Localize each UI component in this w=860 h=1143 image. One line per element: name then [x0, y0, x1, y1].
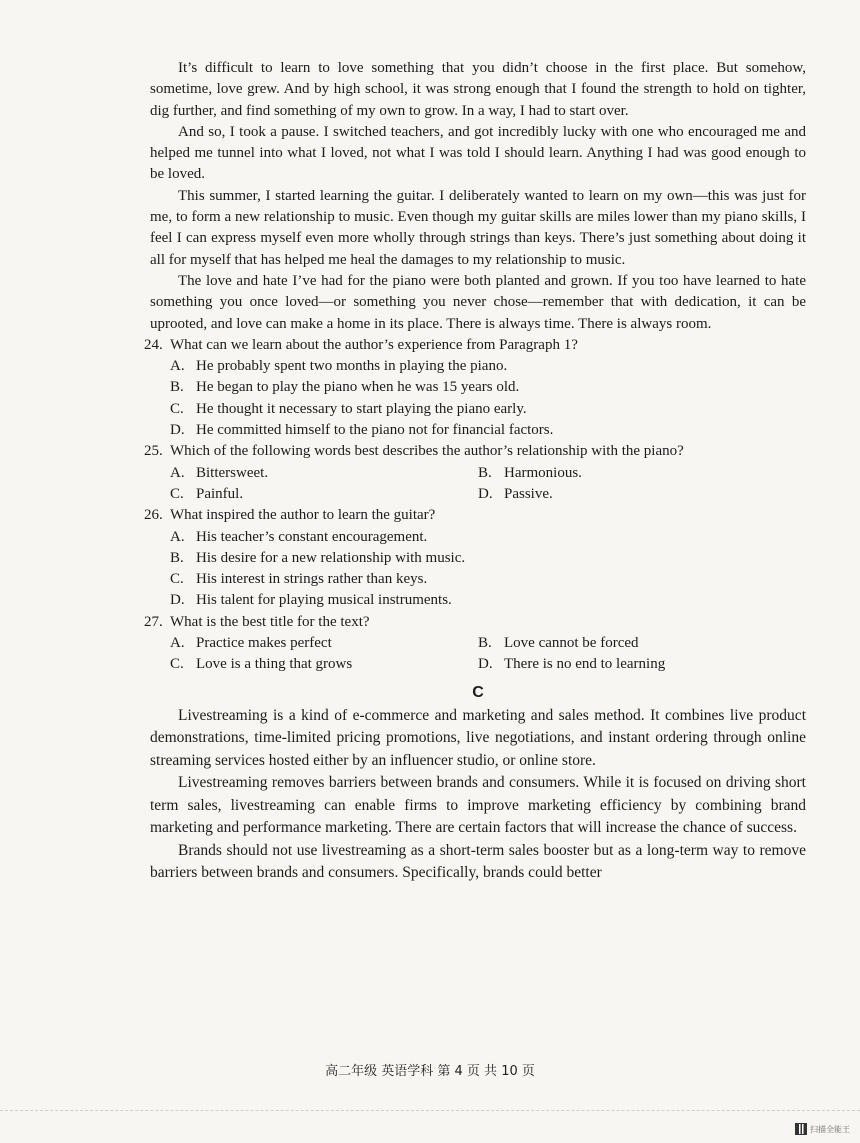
option-letter: D.	[170, 592, 185, 609]
option-letter: B.	[478, 464, 492, 481]
option-27-d[interactable]	[478, 654, 665, 675]
option-26-c[interactable]	[170, 569, 806, 590]
question-number: 27.	[144, 613, 163, 630]
option-26-a[interactable]	[170, 527, 806, 548]
option-letter: B.	[170, 379, 184, 396]
footer-divider	[0, 1110, 860, 1111]
option-24-a[interactable]	[170, 356, 806, 377]
passage-c-paragraph-3: Brands should not use livestreaming as a short-term sales booster but as a long-term way to remove barriers between brands and consumers. Specifically, brands could better	[150, 841, 806, 882]
passage-b-paragraph-2: And so, I took a pause. I switched teachers, and got incredibly lucky with one who encouraged me and helped me tunnel into what I loved, not what I was told I should learn. Anything I had was good enough to be loved.	[150, 123, 806, 183]
option-text: He committed himself to the piano not for financial factors.	[196, 422, 554, 439]
option-text: He began to play the piano when he was 15 years old.	[196, 379, 520, 396]
passage-c-paragraph-2: Livestreaming removes barriers between brands and consumers. While it is focused on driving short term sales, livestreaming can enable firms to improve marketing efficiency by combining brand marketing and performance marketing. There are certain factors that will increase the chance of success.	[150, 774, 806, 837]
option-26-d[interactable]	[170, 590, 806, 611]
option-text: His talent for playing musical instruments.	[196, 592, 452, 609]
option-text: Painful.	[196, 485, 244, 502]
option-text: His teacher’s constant encouragement.	[196, 528, 428, 545]
option-24-d[interactable]	[170, 420, 806, 441]
option-26-b[interactable]	[170, 548, 806, 569]
question-stem: What inspired the author to learn the guitar?	[170, 507, 436, 524]
option-text: Love is a thing that grows	[196, 656, 353, 673]
question-stem: What is the best title for the text?	[170, 613, 370, 630]
option-letter: D.	[478, 656, 493, 673]
option-row-25-ab	[170, 463, 806, 484]
option-text: His desire for a new relationship with music.	[196, 549, 466, 566]
scanner-watermark	[795, 1123, 850, 1135]
option-letter: D.	[170, 422, 185, 439]
question-26	[144, 505, 806, 526]
option-letter: C.	[170, 400, 184, 417]
option-27-a[interactable]	[170, 633, 478, 654]
option-letter: A.	[170, 464, 185, 481]
option-letter: D.	[478, 485, 493, 502]
option-letter: C.	[170, 571, 184, 588]
watermark-text: 扫描全能王	[810, 1124, 850, 1134]
option-27-b[interactable]	[478, 633, 639, 654]
option-25-d[interactable]	[478, 484, 553, 505]
passage-b-paragraph-3: This summer, I started learning the guitar. I deliberately wanted to learn on my own—this was just for me, to form a new relationship to music. Even though my guitar skills are miles lower than my piano skills, I feel I can express myself even more wholly through strings than keys. There’s just something about doing it all for myself that has helped me heal the damages to my relationship to music.	[150, 187, 806, 268]
section-c-title: C	[472, 683, 484, 701]
option-text: Love cannot be forced	[504, 635, 639, 652]
option-25-b[interactable]	[478, 463, 582, 484]
question-stem: Which of the following words best describes the author’s relationship with the piano?	[170, 443, 684, 460]
option-row-27-cd	[170, 654, 806, 675]
option-text: Bittersweet.	[196, 464, 269, 481]
page-footer: 高二年级 英语学科 第 4 页 共 10 页	[325, 1064, 535, 1079]
option-text: Passive.	[504, 485, 553, 502]
option-letter: A.	[170, 358, 185, 375]
passage-b-paragraph-1: It’s difficult to learn to love something that you didn’t choose in the first place. But somehow, sometime, love grew. And by high school, it was strong enough that I found the strength to hold on tighter, dig further, and find something of my own to grow. In a way, I had to start over.	[150, 60, 806, 119]
option-25-a[interactable]	[170, 463, 478, 484]
option-row-25-cd	[170, 484, 806, 505]
option-27-c[interactable]	[170, 654, 478, 675]
option-letter: B.	[478, 635, 492, 652]
question-stem: What can we learn about the author’s experience from Paragraph 1?	[170, 336, 578, 353]
option-text: He thought it necessary to start playing the piano early.	[196, 400, 527, 417]
option-letter: C.	[170, 656, 184, 673]
question-number: 26.	[144, 507, 163, 524]
question-27	[144, 612, 806, 633]
question-number: 24.	[144, 336, 163, 353]
qr-code-icon	[795, 1123, 807, 1135]
option-letter: C.	[170, 485, 184, 502]
option-letter: A.	[170, 635, 185, 652]
option-letter: A.	[170, 528, 185, 545]
option-text: His interest in strings rather than keys.	[196, 571, 428, 588]
passage-c-paragraph-1: Livestreaming is a kind of e-commerce and marketing and sales method. It combines live product demonstrations, time-limited pricing promotions, live negotiations, and instant ordering through online streaming services hosted either by an influencer studio, or online store.	[150, 706, 806, 769]
option-25-c[interactable]	[170, 484, 478, 505]
question-number: 25.	[144, 443, 163, 460]
passage-b-paragraph-4: The love and hate I’ve had for the piano were both planted and grown. If you too have learned to hate something you once loved—or something you never chose—remember that with dedication, it can be uprooted, and love can make a home in its place. There is always time. There is always room.	[150, 272, 806, 332]
option-text: Practice makes perfect	[196, 635, 332, 652]
option-letter: B.	[170, 549, 184, 566]
option-24-b[interactable]	[170, 377, 806, 398]
option-24-c[interactable]	[170, 399, 806, 420]
option-row-27-ab	[170, 633, 806, 654]
option-text: There is no end to learning	[504, 656, 666, 673]
question-24	[144, 335, 806, 356]
option-text: He probably spent two months in playing the piano.	[196, 358, 508, 375]
option-text: Harmonious.	[504, 464, 582, 481]
page-content	[144, 58, 806, 885]
question-25	[144, 441, 806, 462]
